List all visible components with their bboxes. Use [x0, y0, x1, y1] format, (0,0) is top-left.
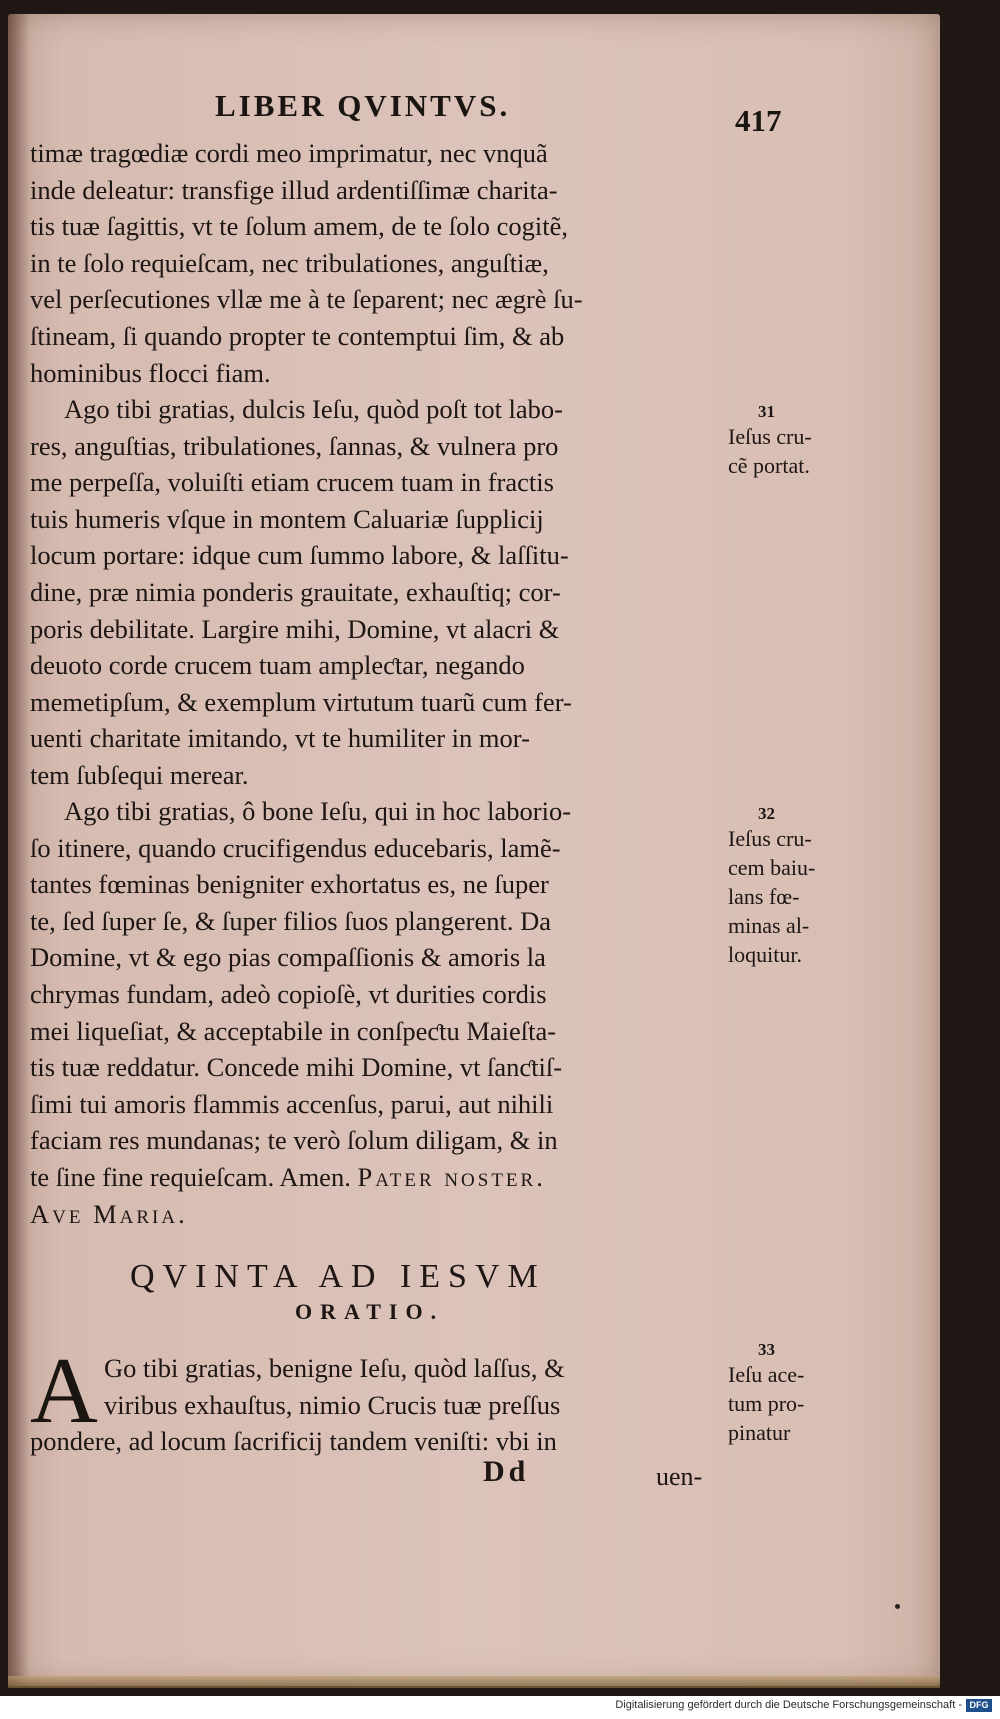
text-line: dine, præ nimia ponderis grauitate, exhauſtiq; cor-	[30, 576, 561, 607]
folio-number: 417	[735, 103, 782, 138]
margin-note-line: Ieſus cru-	[728, 826, 812, 851]
text-line-end: te ſine fine requieſcam. Amen.	[30, 1161, 351, 1192]
text-line: ſimi tui amoris flammis accenſus, parui, aut nihili	[30, 1088, 554, 1119]
text-line: Ago tibi gratias, ô bone Ieſu, qui in hoc laborio-	[64, 796, 572, 826]
text-line: tis tuæ ſagittis, vt te ſolum amem, de te ſolo cogitẽ,	[30, 211, 569, 242]
text-line: Ago tibi gratias, dulcis Ieſu, quòd poſt tot labo-	[64, 394, 564, 424]
text-line: pondere, ad locum ſacrificij tandem veniſti: vbi in	[30, 1426, 557, 1456]
margin-note	[728, 402, 812, 480]
margin-note-line: pinatur	[728, 1420, 791, 1445]
text-line: locum portare: idque cum ſummo labore, & laſſitu-	[30, 540, 569, 571]
text-line: viribus exhauſtus, nimio Crucis tuæ preſſus	[104, 1389, 561, 1420]
margin-note	[728, 1340, 804, 1447]
drop-capital: A	[30, 1339, 98, 1443]
ave-maria: Ave Maria.	[30, 1198, 188, 1229]
digitization-credit: Digitalisierung gefördert durch die Deutsche Forschungsgemeinschaft -	[615, 1699, 962, 1711]
text-line: tem ſubſequi merear.	[30, 759, 249, 790]
text-line: in te ſolo requieſcam, nec tribulationes, anguſtiæ,	[30, 247, 549, 278]
text-block-4	[104, 1350, 724, 1423]
text-block-4-last	[30, 1423, 720, 1460]
margin-note-line: minas al-	[728, 913, 810, 938]
section-heading: QVINTA AD IESVM	[130, 1258, 546, 1295]
margin-note-line: cem baiu-	[728, 855, 816, 880]
margin-note-line: loquitur.	[728, 942, 802, 967]
text-line: ſtineam, ſi quando propter te contemptui ſim, & ab	[30, 320, 565, 351]
text-line: faciam res mundanas; te verò ſolum diligam, & in	[30, 1125, 558, 1156]
text-block-1	[30, 135, 720, 391]
text-line: Domine, vt & ego pias compaſſionis & amoris la	[30, 942, 546, 973]
text-line: me perpeſſa, voluiſti etiam crucem tuam in fractis	[30, 467, 554, 498]
running-head: LIBER QVINTVS.	[215, 88, 511, 123]
text-line: chrymas fundam, adeò copioſè, vt duritiеs cordis	[30, 978, 547, 1009]
text-line: vel perſecutiones vllæ me à te ſeparent; nec ægrè ſu-	[30, 284, 583, 315]
text-line: tis tuæ reddatur. Concede mihi Domine, vt ſanƈtiſ-	[30, 1052, 563, 1083]
page-bottom-edge	[8, 1676, 940, 1688]
margin-note-line: Ieſu ace-	[728, 1362, 805, 1387]
text-line: poris debilitate. Largire mihi, Domine, vt alacri &	[30, 613, 560, 644]
text-line: res, anguſtias, tribulationes, ſannas, & vulnera pro	[30, 430, 559, 461]
margin-note-line: lans fœ-	[728, 884, 800, 909]
pater-noster: Pater noster.	[357, 1161, 546, 1192]
text-line: tantes fœminas benigniter exhortatus es, ne ſuper	[30, 869, 549, 900]
text-line: hominibus flocci fiam.	[30, 357, 271, 388]
text-line: mei liqueſiat, & acceptabile in conſpeƈtu Maieſta-	[30, 1015, 557, 1046]
text-block-3	[30, 793, 720, 1232]
margin-note	[728, 804, 815, 969]
margin-note-line: Ieſus cru-	[728, 424, 812, 449]
text-line: te, ſed ſuper ſe, & ſuper filios ſuos plangerent. Da	[30, 905, 552, 936]
dfg-logo-icon: DFG	[966, 1699, 992, 1712]
catchword: uen-	[656, 1462, 703, 1491]
margin-note-line: cẽ portat.	[728, 453, 810, 478]
text-line: inde deleatur: transfige illud ardentiſſimæ charita-	[30, 174, 558, 205]
text-line	[30, 1159, 720, 1196]
text-line: Go tibi gratias, benigne Ieſu, quòd laſſus, &	[104, 1353, 565, 1383]
text-line: uenti charitate imitando, vt te humiliter in mor-	[30, 723, 530, 754]
margin-note-line: tum pro-	[728, 1391, 805, 1416]
margin-note-number: 31	[758, 402, 775, 421]
text-line: memetipſum, & exemplum virtutum tuarũ cum fer-	[30, 686, 572, 717]
signature-mark: Dd	[483, 1455, 530, 1488]
text-line: timæ tragœdiæ cordi meo imprimatur, nec vnquã	[30, 138, 548, 168]
text-line: tuis humeris vſque in montem Caluariæ ſupplicij	[30, 503, 544, 534]
text-line: deuoto corde crucem tuam ampleƈtar, negando	[30, 650, 525, 681]
margin-note-number: 32	[758, 804, 775, 823]
margin-note-number: 33	[758, 1340, 775, 1359]
text-line: ſo itinere, quando crucifigendus educebaris, lamẽ-	[30, 832, 561, 863]
section-subheading: ORATIO.	[295, 1299, 445, 1324]
text-block-2	[30, 391, 720, 794]
page-gutter-shadow	[8, 14, 30, 1686]
ink-speck	[895, 1604, 900, 1609]
